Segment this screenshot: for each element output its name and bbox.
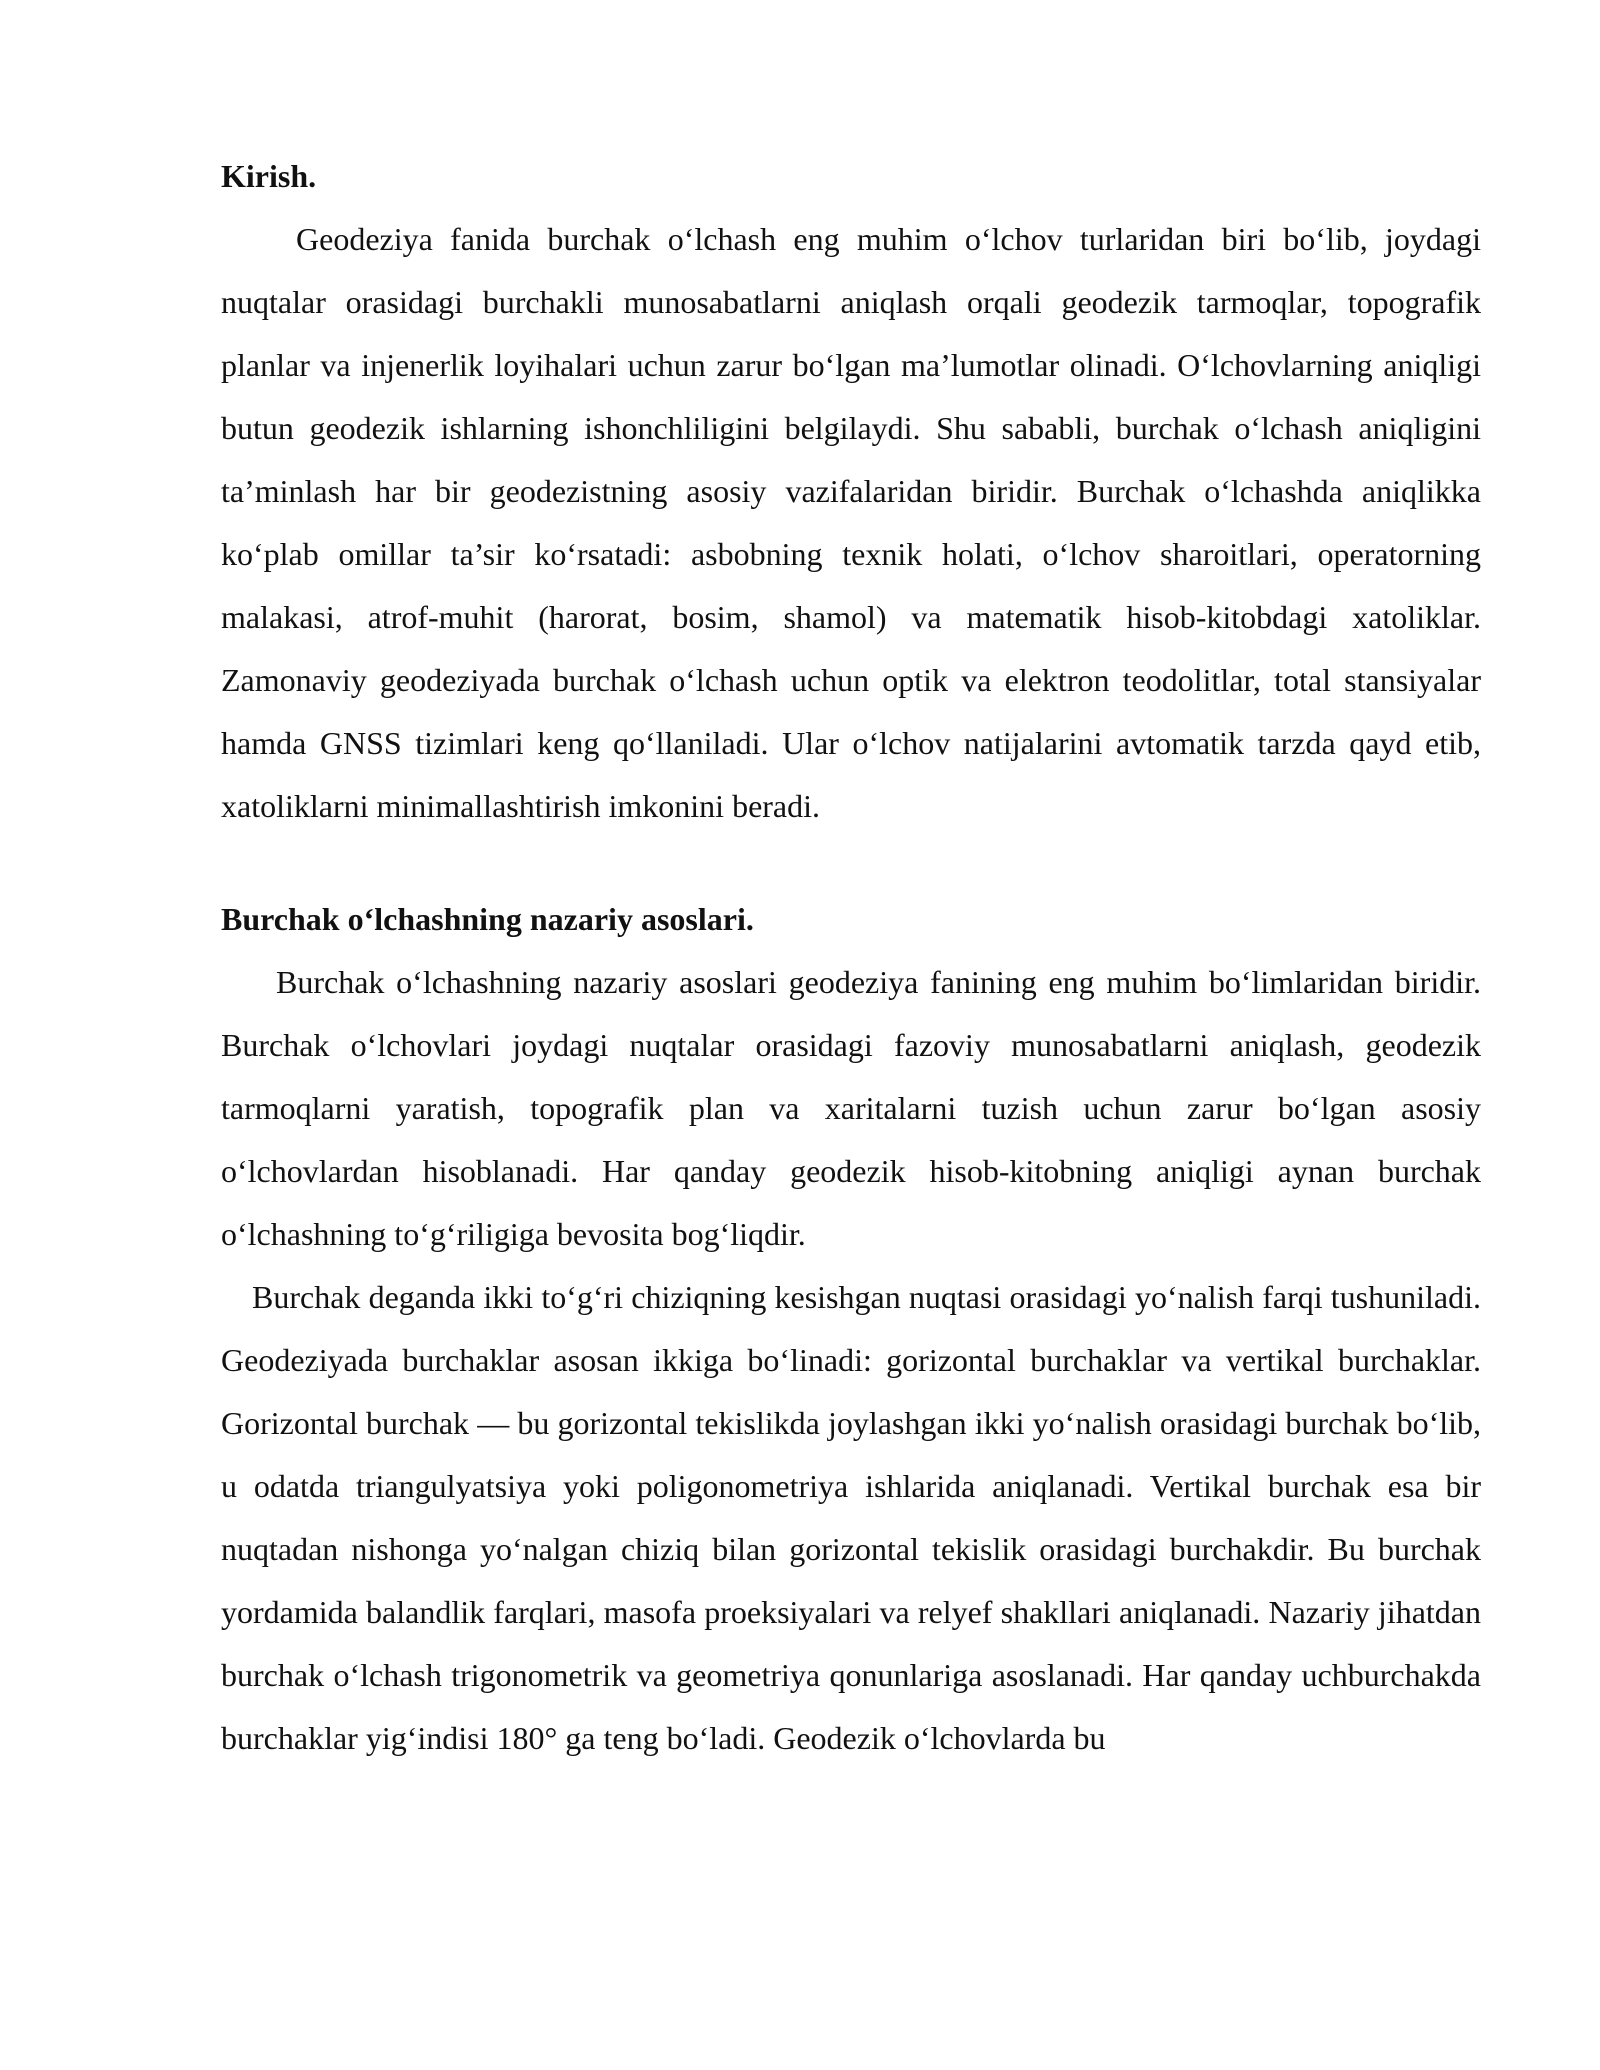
section-gap [221,838,1481,888]
intro-paragraph: Geodeziya fanida burchak o‘lchash eng muhim o‘lchov turlaridan biri bo‘lib, joydagi nuqtalar orasidagi burchakli munosabatlarni aniqlash orqali geodezik tarmoqlar, topografik planlar va injenerlik loyihalari uchun zarur bo‘lgan ma’lumotlar olinadi. O‘lchovlarning aniqligi butun geodezik ishlarning ishonchliligini belgilaydi. Shu sababli, burchak o‘lchash aniqligini ta’minlash har bir geodezistning asosiy vazifalaridan biridir. Burchak o‘lchashda aniqlikka ko‘plab omillar ta’sir ko‘rsatadi: asbobning texnik holati, o‘lchov sharoitlari, operatorning malakasi, atrof-muhit (harorat, bosim, shamol) va matematik hisob-kitobdagi xatoliklar. Zamonaviy geodeziyada burchak o‘lchash uchun optik va elektron teodolitlar, total stansiyalar hamda GNSS tizimlari keng qo‘llaniladi. Ular o‘lchov natijalarini avtomatik tarzda qayd etib, xatoliklarni minimallashtirish imkonini beradi. [221,221,1481,824]
document-page [221,145,1481,1770]
theory-paragraph-1: Burchak o‘lchashning nazariy asoslari geodeziya fanining eng muhim bo‘limlaridan biridir. Burchak o‘lchovlari joydagi nuqtalar orasidagi fazoviy munosabatlarni aniqlash, geodezik tarmoqlarni yaratish, topografik plan va xaritalarni tuzish uchun zarur bo‘lgan asosiy o‘lchovlardan hisoblanadi. Har qanday geodezik hisob-kitobning aniqligi aynan burchak o‘lchashning to‘g‘riligiga bevosita bog‘liqdir. [221,964,1481,1252]
section-heading-theory: Burchak o‘lchashning nazariy asoslari. [221,901,754,937]
theory-paragraph-2: Burchak deganda ikki to‘g‘ri chiziqning kesishgan nuqtasi orasidagi yo‘nalish farqi tushuniladi. Geodeziyada burchaklar asosan ikkiga bo‘linadi: gorizontal burchaklar va vertikal burchaklar. Gorizontal burchak — bu gorizontal tekislikda joylashgan ikki yo‘nalish orasidagi burchak bo‘lib, u odatda triangulyatsiya yoki poligonometriya ishlarida aniqlanadi. Vertikal burchak esa bir nuqtadan nishonga yo‘nalgan chiziq bilan gorizontal tekislik orasidagi burchakdir. Bu burchak yordamida balandlik farqlari, masofa proeksiyalari va relyef shakllari aniqlanadi. Nazariy jihatdan burchak o‘lchash trigonometrik va geometriya qonunlariga asoslanadi. Har qanday uchburchakda burchaklar yig‘indisi 180° ga teng bo‘ladi. Geodezik o‘lchovlarda bu [221,1279,1481,1756]
section-heading-kirish: Kirish. [221,158,317,194]
